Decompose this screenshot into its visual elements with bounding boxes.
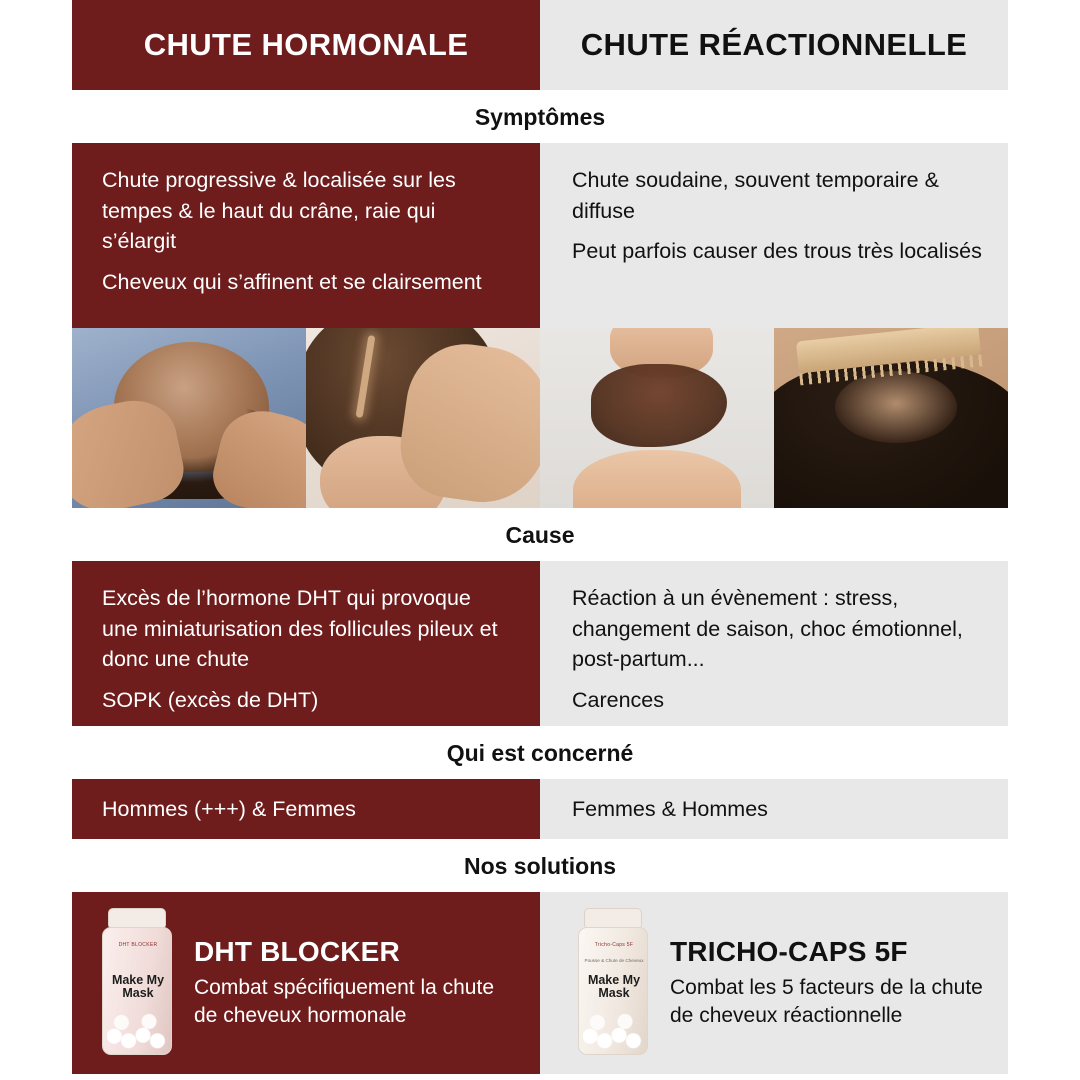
symptomes-reactional-item-2: Peut parfois causer des trous très localisés — [572, 239, 982, 264]
symptomes-hormonal-item-2: Cheveux qui s’affinent et se clairsement — [102, 269, 482, 294]
header-title-hormonal: CHUTE HORMONALE — [143, 27, 469, 62]
section-label-cause: Cause — [0, 508, 1080, 561]
jar-brand-label-left: DHT BLOCKER — [118, 942, 158, 948]
photo-hand-holding-hair-clump — [540, 328, 774, 508]
header-row — [0, 0, 1080, 90]
header-right-cell — [540, 0, 1008, 90]
jar-brand-label-right: Tricho-Caps 5F — [594, 942, 634, 948]
product-jar-dht-blocker — [94, 908, 180, 1058]
cause-reactional-item-1: Réaction à un évènement : stress, changement de saison, choc émotionnel, post-partum... — [572, 586, 963, 672]
photo-man-balding-crown — [72, 328, 306, 508]
jar-sub-label-right: Pousse & Chute de Cheveux — [584, 958, 644, 963]
photo-strip — [0, 328, 1080, 508]
symptomes-hormonal-item-1: Chute progressive & localisée sur les tempes & le haut du crâne, raie qui s’élargit — [102, 168, 456, 254]
product-title-dht-blocker: DHT BLOCKER — [194, 935, 400, 967]
section-label-nos-solutions: Nos solutions — [0, 839, 1080, 892]
solution-reactional-text — [670, 936, 990, 1031]
section-label-symptomes: Symptômes — [0, 90, 1080, 143]
header-title-reactional: CHUTE RÉACTIONNELLE — [580, 27, 968, 62]
product-desc-dht-blocker: Combat spécifiquement la chute de cheveux hormonale — [194, 975, 494, 1027]
solution-hormonal-text — [194, 936, 522, 1031]
cause-reactional-item-2: Carences — [572, 687, 665, 712]
product-title-tricho-caps: TRICHO-CAPS 5F — [670, 935, 908, 967]
cause-row — [0, 561, 1080, 726]
photo-thinning-crown-comb — [774, 328, 1008, 508]
symptomes-reactional-item-1: Chute soudaine, souvent temporaire & diffuse — [572, 168, 939, 223]
qui-reactional-item-1: Femmes & Hommes — [572, 796, 768, 821]
qui-est-concerne-row — [0, 779, 1080, 839]
cause-hormonal-item-2: SOPK (excès de DHT) — [102, 687, 319, 712]
symptomes-hormonal-cell — [72, 143, 540, 328]
jar-make-label-left: Make My Mask — [111, 973, 165, 1000]
product-jar-tricho-caps-5f — [570, 908, 656, 1058]
solution-hormonal-cell[interactable] — [72, 892, 540, 1074]
qui-reactional-cell — [540, 779, 1008, 839]
symptomes-row — [0, 143, 1080, 328]
photo-woman-parting-hair — [306, 328, 540, 508]
cause-reactional-cell — [540, 561, 1008, 726]
jar-make-label-right: Make My Mask — [587, 973, 641, 1000]
section-label-qui-est-concerne: Qui est concerné — [0, 726, 1080, 779]
cause-hormonal-item-1: Excès de l’hormone DHT qui provoque une miniaturisation des follicules pileux et donc une chute — [102, 586, 498, 672]
header-left-cell — [72, 0, 540, 90]
symptomes-reactional-cell — [540, 143, 1008, 328]
solution-reactional-cell[interactable] — [540, 892, 1008, 1074]
qui-hormonal-cell — [72, 779, 540, 839]
qui-hormonal-item-1: Hommes (+++) & Femmes — [102, 796, 356, 821]
product-desc-tricho-caps: Combat les 5 facteurs de la chute de cheveux réactionnelle — [670, 975, 983, 1027]
solutions-row — [0, 892, 1080, 1074]
cause-hormonal-cell — [72, 561, 540, 726]
